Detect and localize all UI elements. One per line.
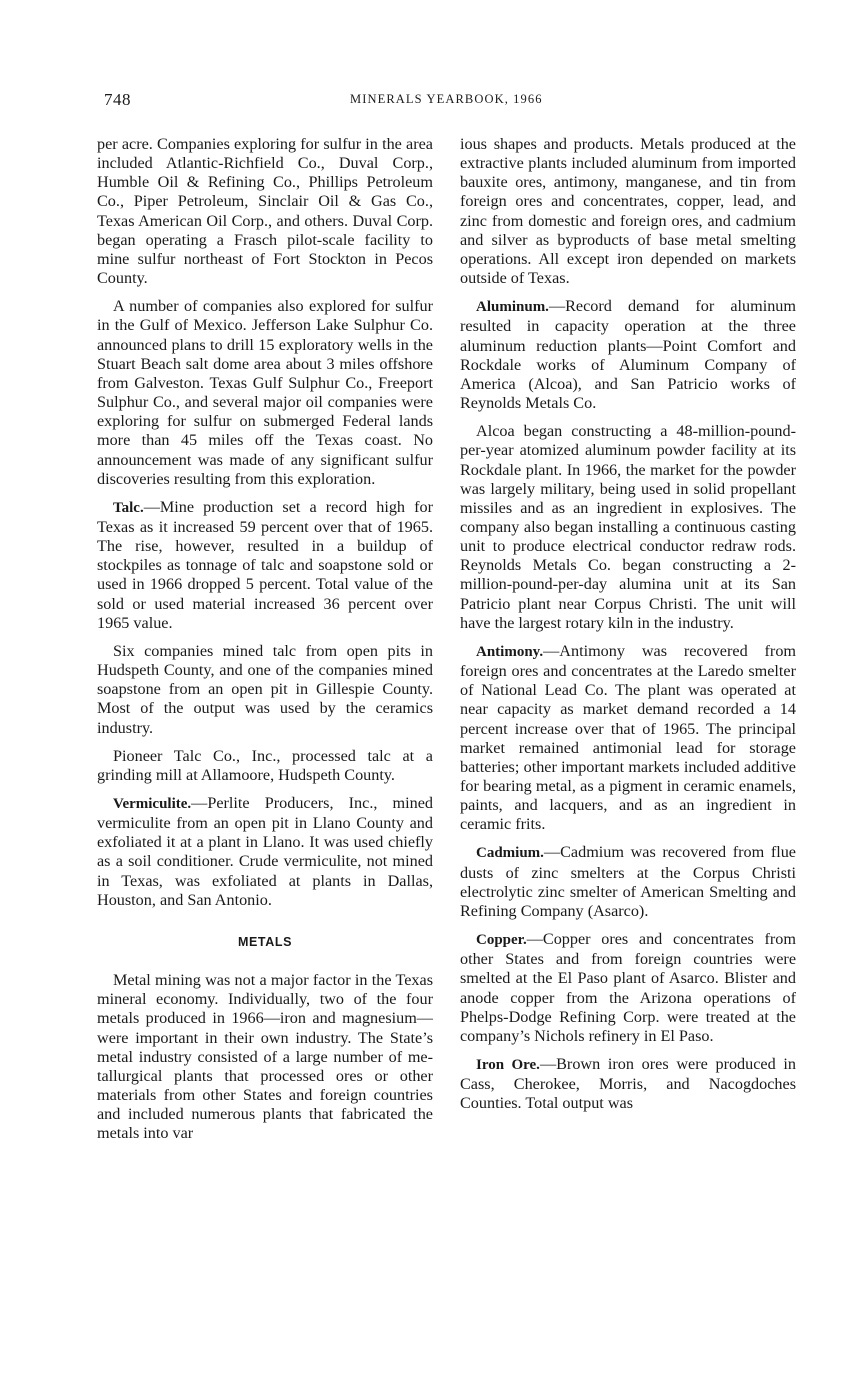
- antimony-text: —Antimony was recovered from foreign ores and concentrates at the Laredo smelter of National Lead Co. The plant was operated at near capacity as market demand recorded a 14 percent increase over that of 1965. The principal market remained antimonial lead for storage batteries; other important markets included additive for bearing metal, as a pigment in ceramic enamels, paints, and lacquers, and as an ingredient in ceramic frits.: [460, 641, 796, 834]
- page-number: 748: [104, 90, 131, 109]
- paragraph-copper: [460, 930, 796, 1046]
- paragraph-metal-mining: Metal mining was not a major factor in the Texas mineral economy. Individually, two of the four metals produced in 1966—iron and magnesium—were important in their own industry. The State’s metal industry consisted of a large number of metallurgical plants that processed ores or other materials from other States and foreign countries and included numerous plants that fabricated the metals into var: [97, 971, 433, 1143]
- cadmium-run-in-heading: Cadmium.: [476, 845, 544, 862]
- paragraph-talc: [97, 498, 433, 633]
- paragraph-talc-companies: Six companies mined talc from open pits in Hudspeth County, and one of the companies mined soapstone from an open pit in Gillespie County. Most of the output was used by the ceramics industry.: [97, 641, 433, 737]
- paragraph-pioneer-talc: Pioneer Talc Co., Inc., processed talc at a grinding mill at Allamoore, Hudspeth County.: [97, 746, 433, 784]
- paragraph-gulf-sulfur: A number of companies also explored for sulfur in the Gulf of Mexico. Jefferson Lake Sulphur Co. announced plans to drill 15 exploratory wells in the Stuart Beach salt dome area about 3 miles offshore from Galveston. Texas Gulf Sulphur Co., Freeport Sulphur Co., and several major oil companies were exploring for sulfur on submerged Federal lands more than 45 miles off the Texas coast. No announcement was made of any significant sulfur discoveries resulting from this exploration.: [97, 297, 433, 488]
- cadmium-text: —Cadmium was recovered from flue dusts of zinc smelters at the Corpus Christi electrolytic zinc smelter of American Smelting and Refining Company (Asarco).: [460, 843, 796, 920]
- aluminum-text: —Record demand for aluminum resulted in capacity operation at the three aluminum reduction plants—Point Comfort and Rockdale works of Aluminum Company of America (Alcoa), and San Patricio works of Reynolds Metals Co.: [460, 297, 796, 413]
- copper-run-in-heading: Copper.: [476, 932, 527, 949]
- running-head-title: MINERALS YEARBOOK, 1966: [350, 92, 543, 106]
- iron-ore-text: —Brown iron ores were produced in Cass, Cherokee, Morris, and Nacogdoches Counties. Total output was: [460, 1055, 796, 1113]
- paragraph-antimony: [460, 642, 796, 835]
- right-column: [460, 135, 796, 1123]
- left-column: [97, 135, 433, 1153]
- talc-text: —Mine production set a record high for Texas as it increased 59 percent over that of 1965. The rise, however, resulted in a buildup of stockpiles as tonnage of talc and soapstone sold or used in 1966 dropped 5 percent. Total value of the sold or used material increased 36 percent over 1965 value.: [97, 497, 433, 632]
- vermiculite-text: —Perlite Producers, Inc., mined vermiculite from an open pit in Llano County and exfoliated it at a plant in Llano. It was used chiefly as a soil conditioner. Crude vermiculite, not mined in Texas, was exfoliated at plants in Dallas, Houston, and San Antonio.: [97, 794, 433, 909]
- aluminum-run-in-heading: Aluminum.: [476, 299, 549, 316]
- paragraph-sulfur-companies: per acre. Companies exploring for sulfur in the area included Atlantic-Richfield Co., Duval Corp., Humble Oil & Refining Co., Phillips Petroleum Co., Piper Petroleum, Sinclair Oil & Gas Co., Texas American Oil Corp., and others. Duval Corp. began operating a Frasch pilot-scale facility to mine sulfur northeast of Fort Stockton in Pecos County.: [97, 135, 433, 288]
- vermiculite-run-in-heading: Vermiculite.: [113, 796, 192, 812]
- paragraph-vermiculite: [97, 794, 433, 910]
- iron-ore-run-in-heading: Iron Ore.: [476, 1057, 540, 1074]
- paragraph-alcoa: Alcoa began constructing a 48-million-pound-per-year atomized aluminum powder facility at its Rockdale plant. In 1966, the market for the powder was largely military, being used in solid propellant missiles and as an ingredient in explosives. The company also began installing a continuous casting unit to produce electrical conductor redraw rods. Reynolds Metals Co. began constructing a 2-million-pound-per-day alumina unit at its San Patricio plant near Corpus Christi. The unit will have the largest rotary kiln in the industry.: [460, 422, 796, 632]
- paragraph-metals-products: ious shapes and products. Metals produced at the extractive plants included aluminum from imported bauxite ores, antimony, manganese, and tin from foreign ores and concentrates, copper, lead, and zinc from domestic and foreign ores, and cadmium and silver as byproducts of base metal smelting operations. All except iron depended on markets outside of Texas.: [460, 135, 796, 288]
- antimony-run-in-heading: Antimony.: [476, 643, 544, 660]
- copper-text: —Copper ores and concentrates from other States and from foreign countries were smelted at the El Paso plant of Asarco. Blister and anode copper from the Arizona operations of Phelps-Dodge Refining Corp. were treated at the company’s Nichols refinery in El Paso.: [460, 930, 796, 1045]
- paragraph-aluminum: [460, 297, 796, 413]
- talc-run-in-heading: Talc.: [113, 499, 144, 516]
- paragraph-cadmium: [460, 843, 796, 921]
- metals-section-heading: METALS: [237, 934, 293, 949]
- paragraph-iron-ore: [460, 1055, 796, 1113]
